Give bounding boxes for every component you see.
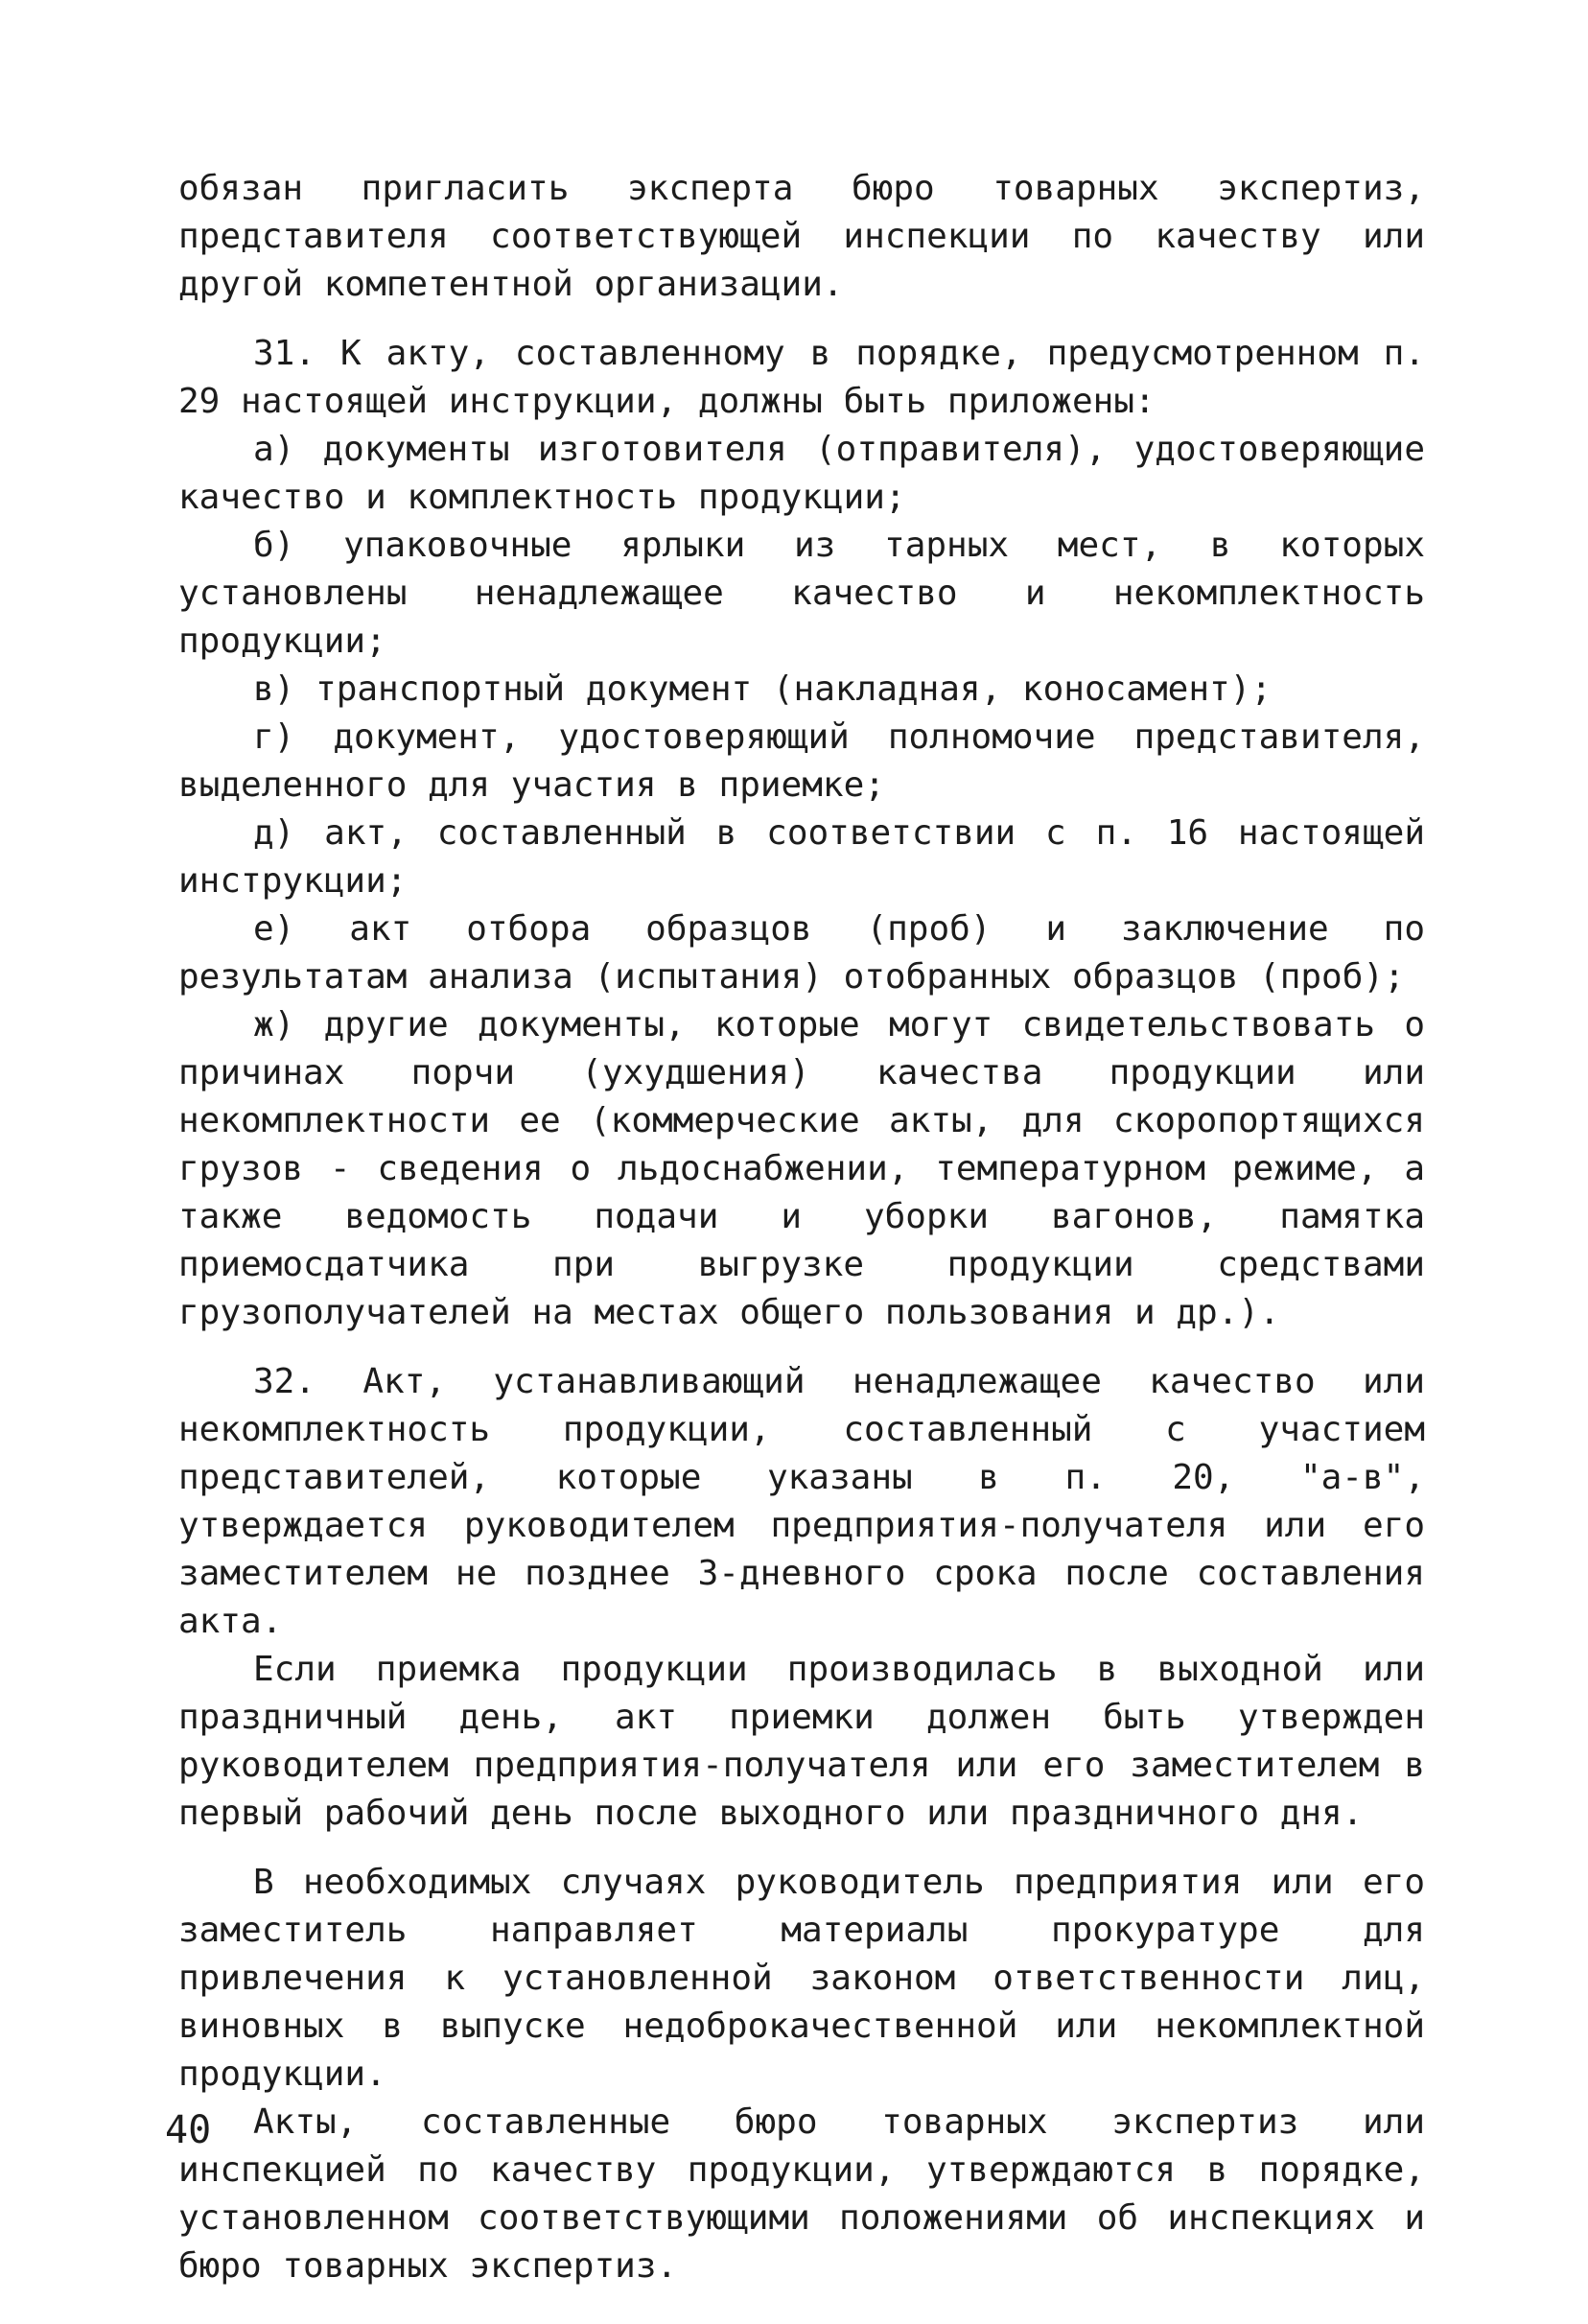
list-item-d: д) акт, составленный в соответствии с п. 16 настоящей инструкции; (178, 813, 1425, 901)
list-item-v: в) транспортный документ (накладная, коносамент); (253, 669, 1273, 709)
paragraph-continuation: обязан пригласить эксперта бюро товарных экспертиз, представителя соответствующей инспекции по качеству или другой компетентной организации. (178, 169, 1425, 304)
paragraph-expert-acts: Акты, составленные бюро товарных экспертиз или инспекцией по качеству продукции, утверждаются в порядке, установленном соответствующими положениями об инспекциях и бюро товарных экспертиз. (178, 2102, 1425, 2286)
paragraph-prosecutor: В необходимых случаях руководитель предприятия или его заместитель направляет материалы прокуратуре для привлечения к установленной законом ответственности лиц, виновных в выпуске недоброкачественной или некомплектной продукции. (178, 1863, 1425, 2094)
list-item-zh: ж) другие документы, которые могут свидетельствовать о причинах порчи (ухудшения) качества продукции или некомплектности ее (коммерческие акты, для скоропортящихся грузов - сведения о льдоснабжении, температурном режиме, а также ведомость подачи и уборки вагонов, памятка приемосдатчика при выгрузке продукции средствами грузополучателей на местах общего пользования и др.). (178, 1005, 1425, 1332)
list-item-b: б) упаковочные ярлыки из тарных мест, в которых установлены ненадлежащее качество и некомплектность продукции; (178, 526, 1425, 661)
document-body (178, 165, 1425, 2290)
list-item-g: г) документ, удостоверяющий полномочие представителя, выделенного для участия в приемке; (178, 717, 1425, 805)
paragraph-holiday-acceptance: Если приемка продукции производилась в выходной или праздничный день, акт приемки должен быть утвержден руководителем предприятия-получателя или его заместителем в первый рабочий день после выходного или праздничного дня. (178, 1650, 1425, 1833)
paragraph-item-32: 32. Акт, устанавливающий ненадлежащее качество или некомплектность продукции, составленный с участием представителей, которые указаны в п. 20, "а-в", утверждается руководителем предприятия-получателя или его заместителем не позднее 3-дневного срока после составления акта. (178, 1362, 1425, 1641)
paragraph-item-31: 31. К акту, составленному в порядке, предусмотренном п. 29 настоящей инструкции, должны быть приложены: (178, 334, 1425, 421)
list-item-a: а) документы изготовителя (отправителя), удостоверяющие качество и комплектность продукции; (178, 430, 1425, 517)
list-item-e: е) акт отбора образцов (проб) и заключение по результатам анализа (испытания) отобранных образцов (проб); (178, 909, 1425, 997)
page-number: 40 (165, 2108, 212, 2152)
